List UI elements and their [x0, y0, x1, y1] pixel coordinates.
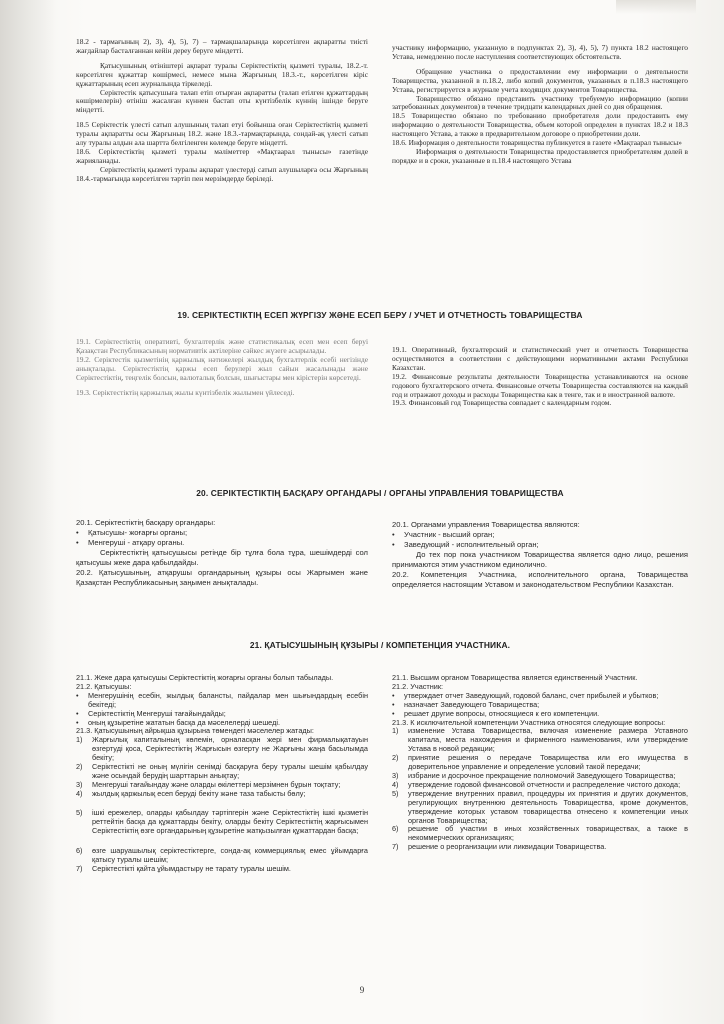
- numbered-item: 2) Серіктестікті не оның мүлігін сенімді басқаруға беру туралы шешім қабылдау және осындай берудің шарттарын анықтау;: [76, 762, 368, 780]
- paragraph: Обращение участника о предоставлении ему информации о деятельности Товарищества, указанной в п.18.2, либо копий документов, указанных в п.18.3 настоящего Устава, регистрируется в журнале учета входящих документов Товарищества.: [392, 66, 688, 94]
- numbered-item: 5) ішкі ережелер, оларды қабылдау тәртіпгерін және Серіктестіктің ішкі қызметін реттейтін басқа да құжаттарды бекіту, оларды бекіту Серіктестіктің жарғысымен Серіктестіктің өзге органдарының құзыретіне жатқызылған құжаттардан басқа;: [76, 807, 368, 835]
- numbered-item: 2) принятие решения о передаче Товарищества или его имущества в доверительное управление и определение условий такой передачи;: [392, 753, 688, 772]
- paragraph: 19.1. Оперативный, бухгалтерский и статистический учет и отчетность Товарищества осуществляются в соответствии с действующими нормативными актами Республики Казахстан.: [392, 345, 688, 372]
- sec19-kazakh-column: [76, 338, 368, 397]
- numbered-item: 3) избрание и досрочное прекращение полномочий Заведующего Товарищества;: [392, 770, 676, 780]
- paragraph: 18.6. Информация о деятельности товарищества публикуется в газете «Мақтаарал тынысы»: [392, 138, 682, 148]
- numbered-item: 1) Жарғылық капиталының көлемін, орналасқан жері мен фирмалықатауын өзгертуді қоса, Серіктестіктің Жарғысын өзгерту не Жарғыны жаңа басылымда бекіту;: [76, 735, 368, 763]
- list-item: • оның құзыретіне жататын басқа да мәселелерді шешеді.: [76, 717, 280, 727]
- numbered-item: 4) утверждение годовой финансовой отчетности и распределение чистого дохода;: [392, 779, 681, 789]
- numbered-item: 6) өзге шаруашылық серіктестіктерге, сонда-ақ коммерциялық емес ұйымдарға қатысу туралы шешім;: [76, 846, 368, 865]
- sec21-kazakh-column: [76, 674, 368, 874]
- list-item: • Менгерушінің есебін, жылдық балансты, пайдалар мен шығындардың есебін бекітеді;: [76, 690, 368, 709]
- paragraph: 20.1. Серіктестіктің басқару органдары:: [76, 518, 216, 527]
- bullet-icon: •: [392, 530, 395, 539]
- numbered-item: 1) изменение Устава Товарищества, включая изменение размера Уставного капитала, места нахождения и фирменного наименования, или утверждение Устава в новой редакции;: [392, 726, 688, 754]
- paragraph: До тех пор пока участником Товарищества является одно лицо, решения принимаются этим участником единолично.: [392, 550, 688, 569]
- sec20-kazakh-column: [76, 518, 368, 588]
- numbered-item: 4) жылдық қаржылық есеп беруді бекіту және таза табысты бөлу;: [76, 788, 306, 798]
- paragraph: 21.3. Қатысушының айрықша құзырына төмендегі мәселелер жатады:: [76, 726, 314, 736]
- section-21-heading: 21. ҚАТЫСУШЫНЫҢ ҚҰЗЫРЫ / КОМПЕТЕНЦИЯ УЧАСТНИКА.: [249, 640, 511, 650]
- paragraph: Қатысушының өтініштері ақпарат туралы Серіктестіктің қызметі туралы, 18.2.-т. көрсетілген құжаттар көшірмесі, немесе мына Жарғының 18.3.-т., көрсетілген кіріс құжаттарының есеп журналында тіркеледі.: [76, 60, 368, 88]
- bullet-icon: •: [392, 708, 395, 718]
- paragraph: 18.6. Серіктестіктің қызметі туралы мәліметтер «Мақтаарал тынысы» газетінде жарияланады.: [76, 146, 368, 165]
- paragraph: 19.3. Серіктестіктің қаржылық жылы күнтізбелік жылымен үйлеседі.: [76, 387, 295, 397]
- sec18-russian-column: [392, 44, 688, 166]
- paragraph: 21.2. Қатысушы:: [76, 681, 132, 691]
- bullet-icon: •: [76, 717, 79, 727]
- list-item: • Участник - высший орган;: [392, 530, 495, 539]
- sec18-kazakh-column: [76, 38, 368, 184]
- bullet-icon: •: [76, 708, 79, 718]
- paragraph: 19.2. Финансовые результаты деятельности Товарищества устанавливаются на основе годового бухгалтерского отчета. Финансовые отчеты Товарищества составляются на каждый год и отражают доходы и расходы Товарищества как в тенге, так и в иностранной валюте.: [392, 371, 688, 399]
- paragraph: 18.5 Товарищество обязано по требованию приобретателя доли предоставить ему информацию о деятельности Товарищества, объем которой определен в пунктах 18.2 и 18.3 настоящего Устава, а также в предварительном договоре о приобретении доли.: [392, 111, 688, 139]
- paragraph: 21.1. Высшим органом Товарищества является единственный Участник.: [392, 673, 638, 682]
- paragraph: Серіктестіктің қызметі туралы ақпарат үлестерді сатып алушыларға осы Жарғының 18.4.-тармағында көрсетілген тәртіп пен мерзімдерде беріледі.: [76, 164, 368, 183]
- paragraph: 18.5 Серіктестік үлесті сатып алушының талап етуі бойынша оған Серіктестіктің қызметі туралы ақпаратты осы Жарғының 18.2. және 18.3.-тармақтарында, сондай-ақ үлесті сатып алу туралы алдын ала шартта белгіленген көлемде беруге міндетті.: [76, 120, 368, 148]
- list-item: • утверждает отчет Заведующий, годовой баланс, счет прибылей и убытков;: [392, 690, 659, 700]
- numbered-item: 7) решение о реорганизации или ликвидации Товарищества.: [392, 842, 607, 852]
- section-20-heading: 20. СЕРІКТЕСТІКТІҢ БАСҚАРУ ОРГАНДАРЫ / ОРГАНЫ УПРАВЛЕНИЯ ТОВАРИЩЕСТВА: [196, 488, 564, 498]
- paragraph: 19.2. Серіктестік қызметінің қаржылық нәтижелері жылдық бухгалтерлік есебі негізінде анықталады. Серіктестіктің қаржы есеп берулері жыл сайын жасалынады және Серіктестіктің, теңгелік болсын, валюталық болсын, шығыстары мен кірістерін көрсетеді.: [76, 354, 368, 382]
- bullet-icon: •: [392, 540, 395, 549]
- paragraph: 20.1. Органами управления Товарищества являются:: [392, 520, 580, 529]
- paragraph: 18.2 - тармағының 2), 3), 4), 5), 7) – тармақшаларында көрсетілген ақпаратты тиісті жағдайлар басталғаннан кейін дереу беруге міндетті.: [76, 37, 368, 55]
- numbered-item: 5) утверждение внутренних правил, процедуры их принятия и других документов, регулирующих внутреннюю деятельность Товарищества, кроме документов, утверждение которых уставом товарищества отнесено к компетенции иных органов Товарищества;: [392, 788, 688, 825]
- list-item: • Қатысушы- жоғарғы органы;: [76, 528, 188, 537]
- numbered-item: 7) Серіктестікті қайта ұйымдастыру не тарату туралы шешім.: [76, 864, 291, 874]
- list-item: • Менгеруші - атқару органы.: [76, 538, 185, 547]
- numbered-item: 6) решение об участии в иных хозяйственных товариществах, а также в некоммерческих организациях;: [392, 824, 688, 843]
- bullet-icon: •: [76, 538, 79, 547]
- paragraph: Информация о деятельности Товарищества предоставляется приобретателям долей в порядке и в сроки, указанные в п.18.4 настоящего Устава: [392, 146, 688, 165]
- list-item: • решает другие вопросы, относящиеся к его компетенции.: [392, 708, 600, 718]
- paragraph: 20.2. Қатысушының, атқарушы органдарының құзыры осы Жарғымен және Қазақстан Республикасының заңымен анықталады.: [76, 568, 368, 587]
- paragraph: 21.1. Жеке дара қатысушы Серіктестіктің жоғарғы органы болып табылады.: [76, 673, 334, 682]
- numbered-item: 3) Менгеруші тағайындау және оларды өкілеттері мерзімнен бұрын тоқтату;: [76, 779, 341, 789]
- page-fold-shadow: [616, 0, 696, 14]
- page-number: 9: [359, 985, 365, 995]
- section-19-heading: 19. СЕРІКТЕСТІКТІҢ ЕСЕП ЖҮРГІЗУ ЖӘНЕ ЕСЕП БЕРУ / УЧЕТ И ОТЧЕТНОСТЬ ТОВАРИЩЕСТВА: [177, 310, 583, 320]
- bullet-icon: •: [76, 528, 79, 537]
- paragraph: Серіктестік қатысушыға талап етіп отырған ақпаратты (талап етілген құжаттардың көшірмелерін) өтініш жасалған күннен бастап оты күнтізбелік күннің ішінде беруге міндетті.: [76, 87, 368, 115]
- paragraph: 21.2. Участник:: [392, 681, 444, 691]
- paragraph: Товарищество обязано представить участнику требуемую информацию (копии затребованных документов) в течение тридцати календарных дней со дня обращения.: [392, 93, 688, 112]
- paragraph: Серіктестіктің қатысушысы ретінде бір тұлға бола тұра, шешімдерді сол қатысушы жеке дара қабылдайды.: [76, 548, 368, 567]
- bullet-icon: •: [392, 690, 395, 700]
- bullet-icon: •: [76, 690, 79, 700]
- paragraph: участнику информацию, указанную в подпунктах 2), 3), 4), 5), 7) пункта 18.2 настоящего Устава, немедленно после наступления соответствующих обстоятельств.: [392, 43, 688, 61]
- paragraph: 20.2. Компетенция Участника, исполнительного органа, Товарищества определяется настоящим Уставом и законодательством Республики Казахстан.: [392, 570, 688, 589]
- sec19-russian-column: [392, 346, 688, 408]
- list-item: • назначает Заведующего Товарищества;: [392, 699, 540, 709]
- list-item: • Серіктестіктің Менгеруші тағайындайды;: [76, 708, 226, 718]
- list-item: • Заведующий - исполнительный орган;: [392, 540, 539, 549]
- sec21-russian-column: [392, 674, 688, 852]
- paragraph: 21.3. К исключительной компетенции Участника относятся следующие вопросы:: [392, 717, 666, 727]
- bullet-icon: •: [392, 699, 395, 709]
- paragraph: 19.3. Финансовый год Товарищества совпадает с календарным годом.: [392, 398, 612, 408]
- paragraph: 19.1. Серіктестіктің оперативті, бухгалтерлік және статистикалық есеп мен есеп беруі Қазақстан Республикасының нормативтік актілеріне сәйкес жүзеге асырылады.: [76, 337, 368, 355]
- sec20-russian-column: [392, 520, 688, 590]
